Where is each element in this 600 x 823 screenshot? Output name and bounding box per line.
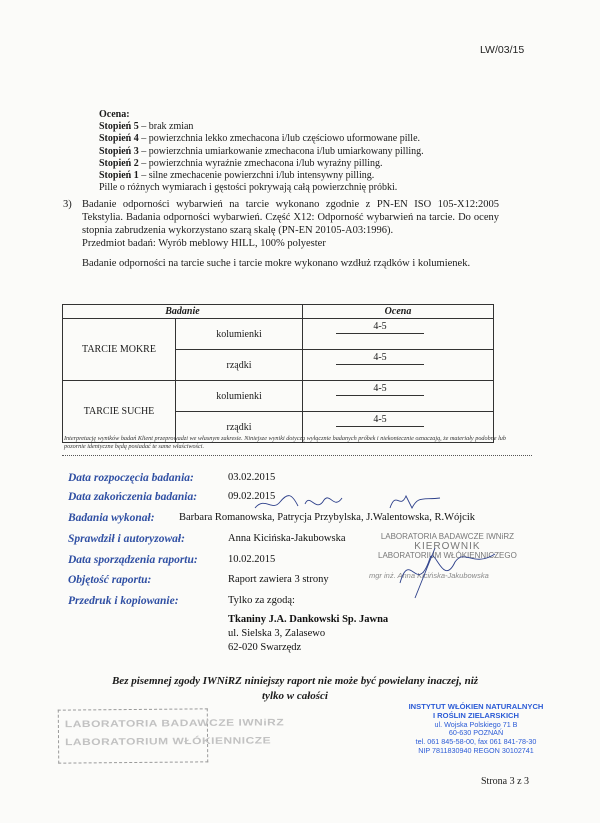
- lab-manager-name: mgr inż. Anna Kicińska-Jakubowska: [369, 571, 489, 580]
- company-street: ul. Sielska 3, Zalasewo: [228, 628, 326, 639]
- rating-item: Stopień 1 – silne zmechacenie powierzchni i/lub intensywny pilling.: [99, 170, 375, 182]
- divider: [62, 455, 532, 456]
- direction-label: rządki: [176, 350, 303, 381]
- table-header-row: [63, 305, 494, 319]
- rating-item: Stopień 4 – powierzchnia lekko zmechacona i/lub częściowo uformowane pille.: [99, 133, 421, 145]
- start-date-value: 03.02.2015: [228, 472, 276, 483]
- section-3-text: Badanie odporności wybarwień na tarcie wykonano zgodnie z PN-EN ISO 105-X12:2005 Tekstylia. Badania odporności wybarwień. Część X12: Odporność wybarwień na tarcie. Do oceny stopnia zabrudzenia wykorzystano szarą skalę (PN-EN 20105-A03:1996).: [82, 199, 499, 236]
- test-method: Badanie odporności na tarcie suche i tarcie mokre wykonano wzdłuż rządków i kolumienek.: [82, 258, 471, 269]
- signature-performers: [250, 488, 450, 518]
- end-date-value: 09.02.2015: [228, 491, 276, 502]
- signature-stroke: [255, 496, 298, 508]
- signature-stroke: [390, 496, 440, 508]
- verified-by-label: Sprawdził i autoryzował:: [68, 533, 185, 545]
- score-value: 4-5: [336, 381, 424, 396]
- rating-item: Stopień 5 – brak zmian: [99, 121, 194, 133]
- signature-verifier: [395, 538, 505, 608]
- group-label: TARCIE MOKRE: [63, 319, 176, 381]
- header-badanie: Badanie: [63, 305, 303, 319]
- company-city: 62-020 Swarzędz: [228, 642, 302, 653]
- lab-manager-stamp: LABORATORIA BADAWCZE IWNiRZ KIEROWNIK LABORATORIUM WŁÓKIENNICZEGO: [378, 532, 517, 560]
- report-date-value: 10.02.2015: [228, 554, 276, 565]
- disclaimer: Interpretację wyników badań Klient przeprowadzi we własnym zakresie. Niniejsze wyniki dotyczą wyłącznie badanych próbek i niekoniecznie oznaczają, że materiały podobne lub pozornie identyczne będą posiadać te same właściwości.: [64, 435, 506, 450]
- faded-lab-stamp: LABORATORIA BADAWCZE IWNiRZ LABORATORIUM WŁÓKIENNICZE: [58, 708, 208, 763]
- report-volume-value: Raport zawiera 3 strony: [228, 574, 329, 585]
- report-date-label: Data sporządzenia raportu:: [68, 554, 198, 566]
- table-row: [63, 319, 494, 350]
- reprint-label: Przedruk i kopiowanie:: [68, 595, 179, 607]
- signature-stroke: [415, 548, 435, 598]
- direction-label: rządki: [176, 412, 303, 443]
- score-value: 4-5: [336, 319, 424, 334]
- verified-by-value: Anna Kicińska-Jakubowska: [228, 533, 346, 544]
- rating-item: Stopień 2 – powierzchnia wyraźnie zmechacona i/lub wyraźny pilling.: [99, 157, 383, 169]
- table-row: [63, 381, 494, 412]
- section-number: 3): [63, 199, 72, 210]
- signature-stroke: [305, 498, 342, 505]
- direction-label: kolumienki: [176, 319, 303, 350]
- signature-stroke: [400, 554, 495, 583]
- section-3: [63, 198, 499, 270]
- performed-by-label: Badania wykonał:: [68, 512, 155, 524]
- group-label: TARCIE SUCHE: [63, 381, 176, 443]
- reprint-value: Tylko za zgodą:: [228, 595, 295, 606]
- score-cell: [303, 319, 494, 350]
- document-reference: LW/03/15: [480, 44, 525, 56]
- rating-scale: [99, 109, 424, 194]
- score-cell: [303, 350, 494, 381]
- institute-stamp: INSTYTUT WŁÓKIEN NATURALNYCH I ROŚLIN ZIELARSKICH ul. Wojska Polskiego 71 B 60-630 POZNAŃ tel. 061 845-58-00, fax 061 841-78-30 NIP 7811830940 REGON 30102741: [408, 702, 544, 755]
- rating-scale-title: Ocena:: [99, 109, 130, 120]
- end-date-label: Data zakończenia badania:: [68, 491, 198, 503]
- score-value: 4-5: [336, 412, 424, 427]
- report-volume-label: Objętość raportu:: [68, 574, 152, 586]
- rating-note: Pille o różnych wymiarach i gęstości pokrywają całą powierzchnię próbki.: [99, 182, 398, 194]
- performed-by-value: Barbara Romanowska, Patrycja Przybylska, J.Walentowska, R.Wójcik: [179, 512, 475, 523]
- company-name: Tkaniny J.A. Dankowski Sp. Jawna: [228, 614, 389, 625]
- direction-label: kolumienki: [176, 381, 303, 412]
- rating-item: Stopień 3 – powierzchnia umiarkowanie zmechacona i/lub umiarkowany pilling.: [99, 145, 424, 157]
- page-number: Strona 3 z 3: [481, 776, 530, 787]
- copy-restriction-note: Bez pisemnej zgody IWNiRZ niniejszy raport nie może być powielany inaczej, niż tylko w całości: [111, 675, 479, 702]
- header-ocena: Ocena: [303, 305, 494, 319]
- score-cell: [303, 381, 494, 412]
- start-date-label: Data rozpoczęcia badania:: [68, 472, 194, 484]
- results-table: [62, 304, 494, 443]
- score-value: 4-5: [336, 350, 424, 365]
- test-subject: Przedmiot badań: Wyrób meblowy HILL, 100% polyester: [82, 238, 326, 249]
